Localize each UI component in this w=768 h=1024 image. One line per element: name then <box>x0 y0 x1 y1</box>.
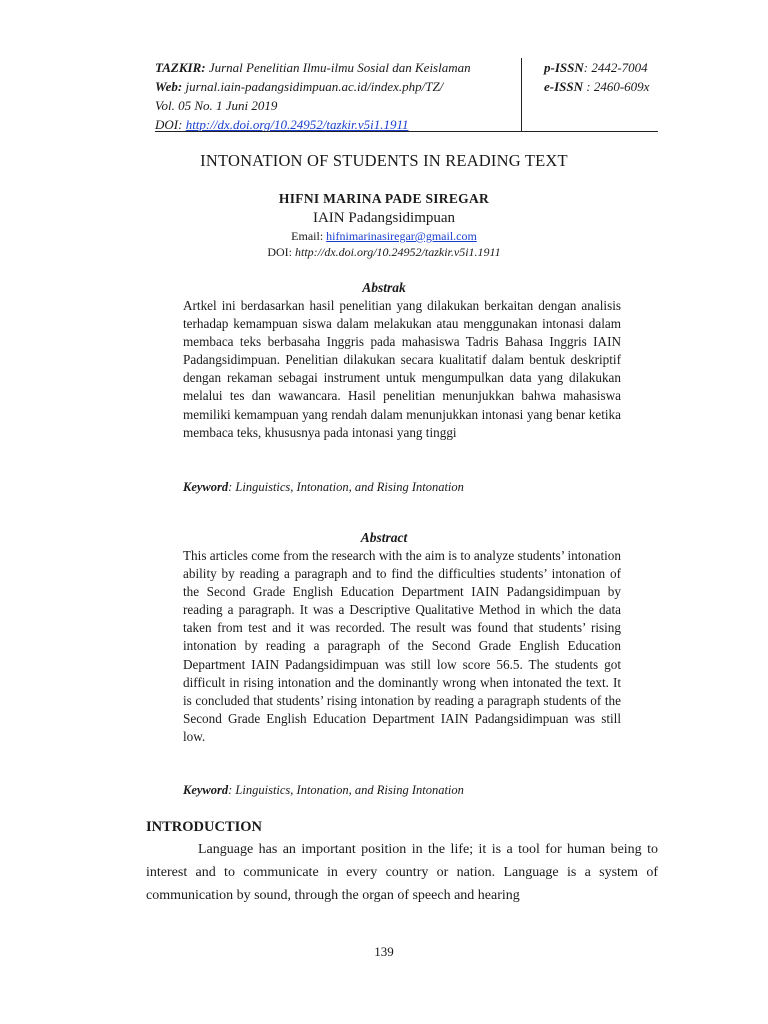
journal-name: TAZKIR: <box>155 60 206 75</box>
article-title: INTONATION OF STUDENTS IN READING TEXT <box>200 151 568 170</box>
abstrak-keyword-label: Keyword <box>183 480 229 494</box>
header-divider <box>155 131 658 132</box>
doi-label: DOI: <box>155 117 183 132</box>
web-label: Web: <box>155 79 183 94</box>
abstrak-heading: Abstrak <box>362 280 406 295</box>
journal-subtitle: Jurnal Penelitian Ilmu-ilmu Sosial dan Keislaman <box>208 60 471 75</box>
email-label: Email: <box>291 229 324 243</box>
email-link[interactable]: hifnimarinasiregar@gmail.com <box>326 229 477 243</box>
abstrak-keywords <box>183 480 621 495</box>
introduction-text: Language has an important position in the life; it is a tool for human being to interest and to communicate in every country or nation. Language is a system of communication by sound, through the organ of speech and hearing <box>146 842 658 903</box>
web-url[interactable]: jurnal.iain-padangsidimpuan.ac.id/index.php/TZ/ <box>185 79 444 94</box>
abstract-keywords <box>183 783 621 798</box>
author-affiliation: IAIN Padangsidimpuan <box>312 210 456 226</box>
article-doi-line <box>0 245 768 260</box>
abstract-text: This articles come from the research with the aim is to analyze students’ intonation ability by reading a paragraph and to find the difficulties students’ intonation of the Second Grade English Education Department IAIN Padangsidimpuan by reading a paragraph. It was a Descriptive Qualitative Method in which the data taken from test and it was recorded. The result was found that students’ rising intonation by reading a paragraph of the Second Grade English Education Department IAIN Padangsidimpuan was still low score 56.5. The students got difficult in rising intonation and the dominantly wrong when intonated the text. It is concluded that students’ rising intonation by reading a paragraph students of the Second Grade English Education Department IAIN Padangsidimpuan was still low. <box>183 548 621 744</box>
page-number: 139 <box>374 944 394 959</box>
volume-info: Vol. 05 No. 1 Juni 2019 <box>155 98 278 113</box>
abstract-heading: Abstract <box>360 530 408 545</box>
pissn-value: : 2442-7004 <box>583 60 648 75</box>
eissn-label: e-ISSN <box>544 79 584 94</box>
introduction-heading: INTRODUCTION <box>146 819 263 835</box>
article-doi-label: DOI: <box>267 245 292 259</box>
article-doi: http://dx.doi.org/10.24952/tazkir.v5i1.1911 <box>295 245 501 259</box>
issn-info <box>521 58 649 132</box>
journal-header <box>155 58 658 132</box>
abstract-keyword-label: Keyword <box>183 783 229 797</box>
abstract-keyword-list: : Linguistics, Intonation, and Rising Intonation <box>228 783 464 797</box>
author-email-line <box>0 229 768 244</box>
abstrak-keyword-list: : Linguistics, Intonation, and Rising Intonation <box>228 480 464 494</box>
eissn-value: : 2460-609x <box>586 79 650 94</box>
pissn-label: p-ISSN <box>544 60 584 75</box>
author-name: HIFNI MARINA PADE SIREGAR <box>278 191 490 206</box>
journal-info <box>155 58 520 134</box>
abstrak-text: Artkel ini berdasarkan hasil penelitian yang dilakukan berkaitan dengan analisis terhadap kemampuan siswa dalam melakukan atau menggunakan intonasi dalam membaca teks berbasaha Inggris pada mahasiswa Tadris Bahasa Inggris IAIN Padangsidimpuan. Penelitian dilakukan secara kualitatif dalam bentuk deskriptif dengan rekaman sebagai instrument untuk mengumpulkan data yang dilakukan melalui tes dan wawancara. Hasil penelitian menunjukkan bahwa mahasiswa memiliki kemampuan yang rendah dalam menunjukkan intonasi yang benar ketika membaca teks, khususnya pada intonasi yang tinggi <box>183 298 621 440</box>
doi-link[interactable]: http://dx.doi.org/10.24952/tazkir.v5i1.1911 <box>185 117 409 132</box>
